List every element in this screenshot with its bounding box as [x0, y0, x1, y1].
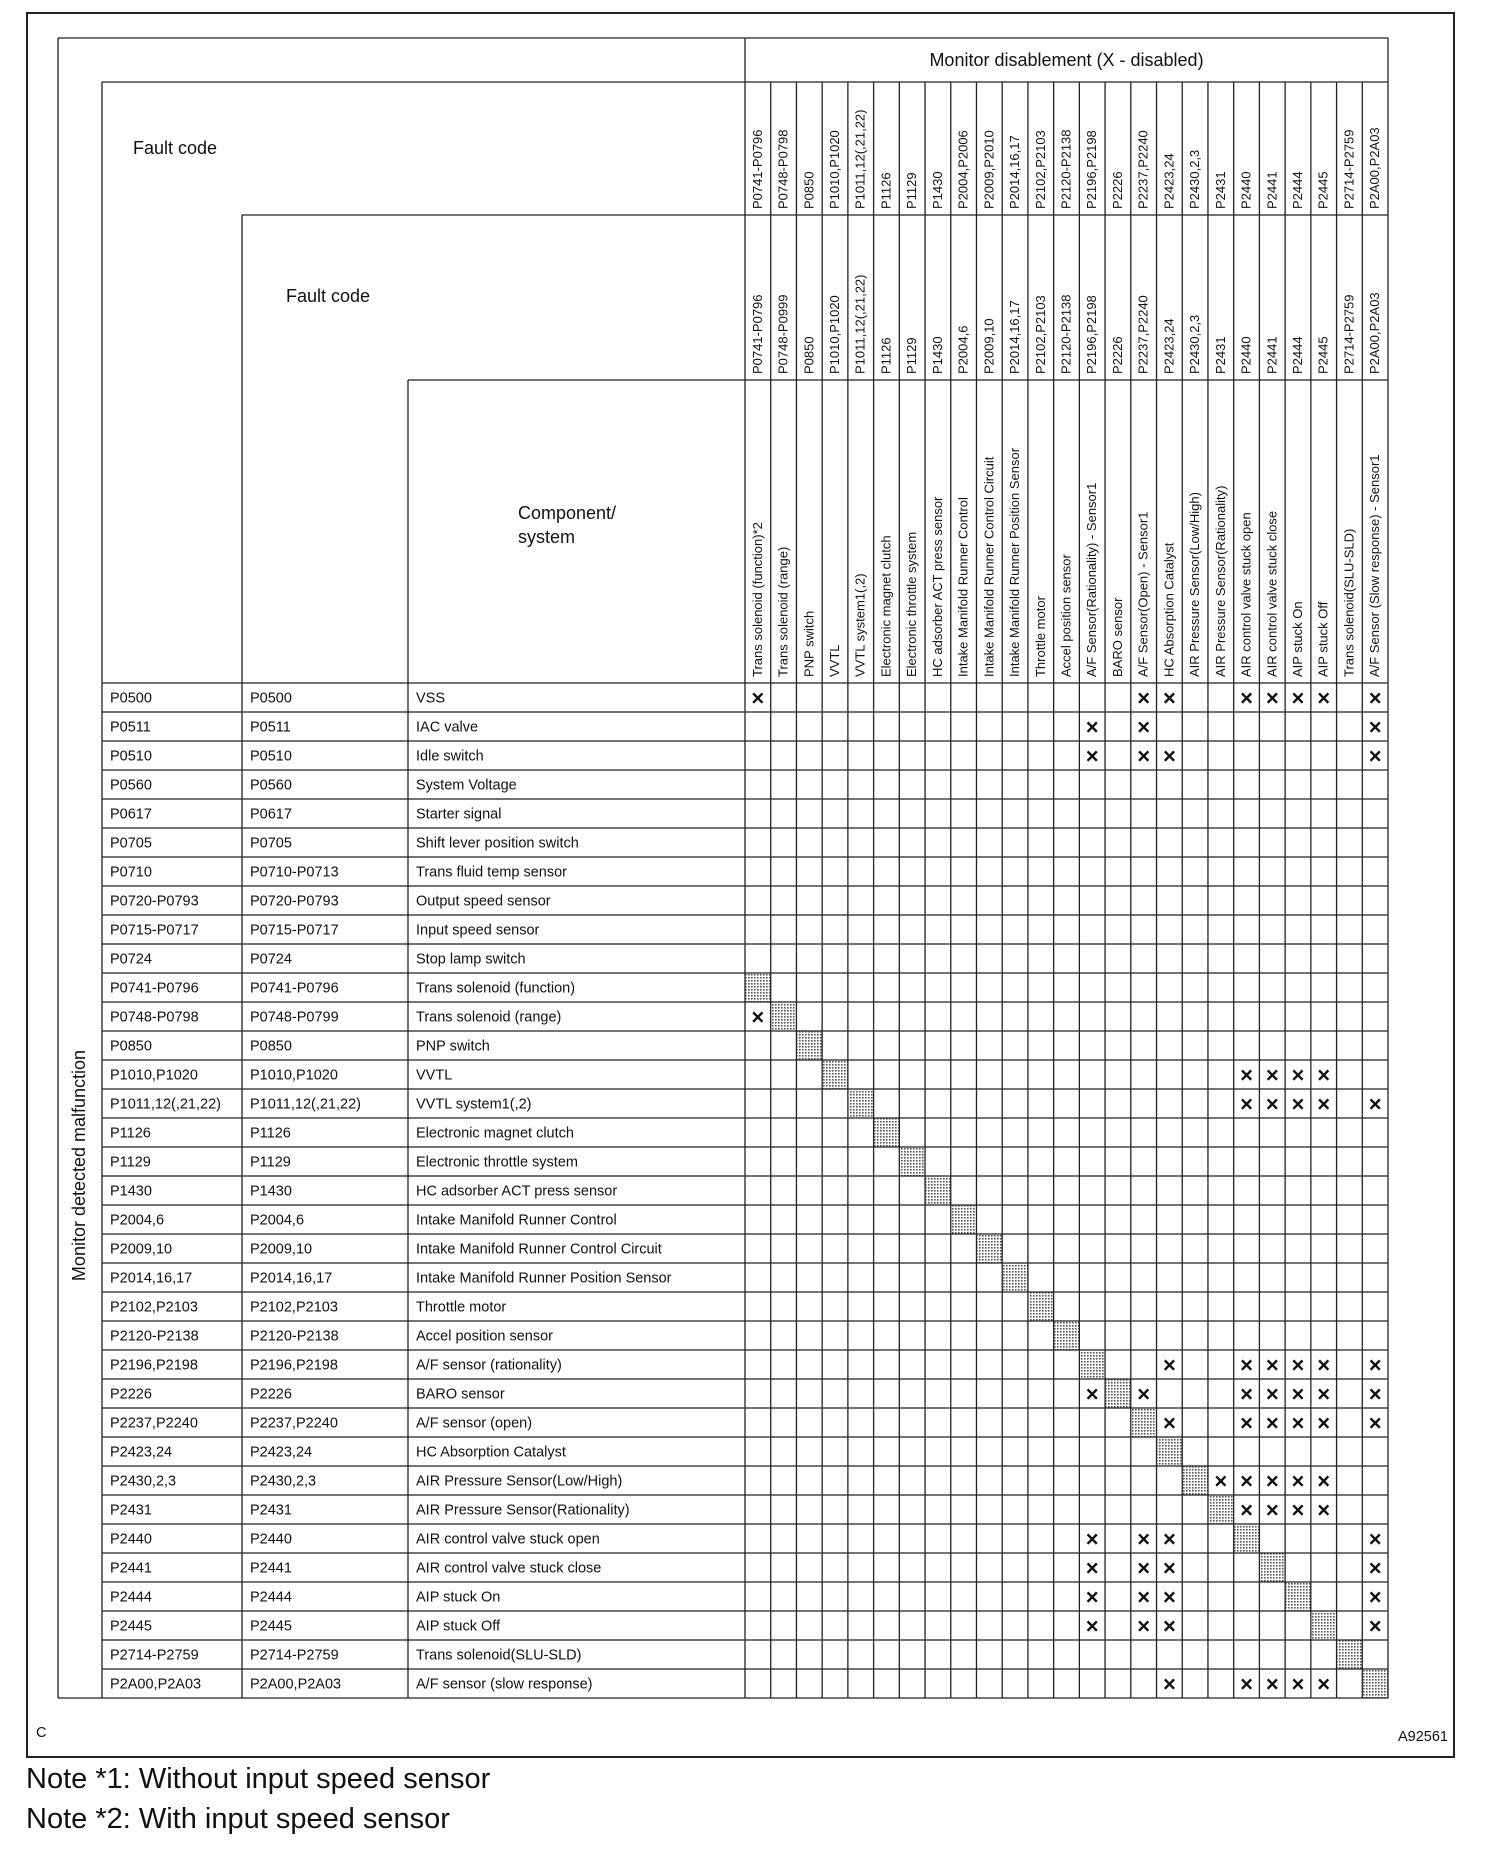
row-component: Idle switch — [416, 748, 484, 765]
disabled-mark: × — [1265, 1468, 1279, 1494]
disabled-mark: × — [1265, 1410, 1279, 1436]
row-fault-code-1: P1011,12(,21,22) — [110, 1096, 221, 1113]
row-fault-code-2: P0510 — [250, 748, 292, 765]
disabled-mark: × — [1240, 1468, 1253, 1494]
column-code-1: P0748-P0798 — [775, 129, 791, 209]
row-fault-code-1: P2444 — [110, 1589, 152, 1606]
column-code-2: P1129 — [904, 337, 920, 374]
column-component-name: AIR Pressure Sensor(Low/High) — [1187, 492, 1203, 677]
shaded-cell — [1157, 1437, 1183, 1466]
column-code-1: P2A00,P2A03 — [1367, 127, 1383, 209]
row-fault-code-1: P2237,P2240 — [110, 1415, 198, 1432]
shaded-cell — [1337, 1640, 1363, 1669]
row-fault-code-1: P0850 — [110, 1038, 152, 1055]
disabled-mark: × — [1265, 1062, 1279, 1088]
row-component: Stop lamp switch — [416, 951, 526, 968]
column-component-name: Intake Manifold Runner Control — [955, 497, 971, 677]
column-code-2: P2431 — [1212, 336, 1228, 374]
column-component-name: A/F Sensor(Open) - Sensor1 — [1135, 511, 1151, 677]
row-fault-code-2: P2444 — [250, 1589, 292, 1606]
disabled-mark: × — [1265, 1352, 1279, 1378]
row-component: Electronic magnet clutch — [416, 1125, 574, 1142]
disabled-mark: × — [1317, 1091, 1331, 1117]
row-component: IAC valve — [416, 719, 479, 736]
disabled-mark: × — [1137, 714, 1151, 740]
column-code-2: P2120-P2138 — [1058, 294, 1074, 374]
shaded-cell — [1079, 1350, 1105, 1379]
row-fault-code-1: P2714-P2759 — [110, 1647, 199, 1664]
disabled-mark: × — [1162, 1410, 1176, 1436]
row-fault-code-2: P0705 — [250, 835, 292, 852]
row-fault-code-2: P1430 — [250, 1183, 292, 1200]
disabled-mark: × — [1291, 1062, 1305, 1088]
disabled-mark: × — [1162, 1671, 1176, 1697]
row-component: A/F sensor (slow response) — [416, 1676, 593, 1693]
row-fault-code-1: P2120-P2138 — [110, 1328, 199, 1345]
row-fault-code-1: P2430,2,3 — [110, 1473, 177, 1490]
row-component: BARO sensor — [416, 1386, 505, 1403]
disabled-mark: × — [1368, 1584, 1382, 1610]
column-code-1: P1011,12(,21,22) — [852, 109, 868, 209]
monitor-disablement-title: Monitor disablement (X - disabled) — [929, 50, 1204, 70]
row-fault-code-1: P0748-P0798 — [110, 1009, 199, 1026]
shaded-cell — [848, 1089, 874, 1118]
row-fault-code-1: P0724 — [110, 951, 152, 968]
disabled-mark: × — [1137, 1526, 1151, 1552]
column-code-1: P2237,P2240 — [1135, 130, 1151, 209]
row-fault-code-1: P2423,24 — [110, 1444, 173, 1461]
row-fault-code-1: P0511 — [110, 719, 151, 736]
shaded-cell — [1208, 1495, 1234, 1524]
column-code-2: P2004,6 — [955, 325, 971, 374]
column-component-name: AIR control valve stuck close — [1264, 510, 1280, 677]
row-fault-code-2: P0748-P0799 — [250, 1009, 339, 1026]
row-component: AIR Pressure Sensor(Low/High) — [416, 1473, 623, 1490]
row-fault-code-2: P1010,P1020 — [250, 1067, 338, 1084]
column-code-1: P2226 — [1109, 171, 1125, 209]
column-code-1: P1010,P1020 — [827, 130, 843, 209]
row-fault-code-2: P2009,10 — [250, 1241, 313, 1258]
column-code-2: P2226 — [1109, 336, 1125, 374]
column-component-name: Trans solenoid (range) — [775, 546, 791, 677]
row-fault-code-2: P2004,6 — [250, 1212, 305, 1229]
row-component: Starter signal — [416, 806, 502, 823]
column-code-1: P2430,2,3 — [1187, 149, 1203, 209]
row-fault-code-1: P2431 — [110, 1502, 152, 1519]
row-component: HC adsorber ACT press sensor — [416, 1183, 618, 1200]
row-component: Trans fluid temp sensor — [416, 864, 567, 881]
column-code-1: P2004,P2006 — [955, 130, 971, 209]
row-fault-code-1: P0560 — [110, 777, 152, 794]
row-fault-code-2: P1011,12(,21,22) — [250, 1096, 361, 1113]
column-code-1: P2444 — [1289, 171, 1305, 209]
shaded-cell — [771, 1002, 797, 1031]
disabled-mark: × — [1240, 1671, 1253, 1697]
disabled-mark: × — [1291, 1091, 1305, 1117]
shaded-cell — [1285, 1582, 1311, 1611]
column-code-1: P2120-P2138 — [1058, 129, 1074, 209]
column-code-2: P1430 — [929, 336, 945, 374]
outer-fault-code-header: Fault code — [133, 138, 218, 158]
row-fault-code-2: P2714-P2759 — [250, 1647, 339, 1664]
row-component: VSS — [416, 690, 446, 707]
disabled-mark: × — [1265, 685, 1279, 711]
disabled-mark: × — [751, 685, 765, 711]
row-fault-code-2: P0741-P0796 — [250, 980, 339, 997]
column-component-name: Accel position sensor — [1058, 554, 1074, 677]
column-code-1: P2102,P2103 — [1032, 130, 1048, 209]
column-component-name: HC Absorption Catalyst — [1161, 542, 1177, 677]
disabled-mark: × — [1291, 1352, 1305, 1378]
row-component: Intake Manifold Runner Control — [416, 1212, 617, 1229]
table-frame — [26, 12, 1455, 1758]
disabled-mark: × — [1137, 1584, 1151, 1610]
disabled-mark: × — [1291, 1468, 1305, 1494]
column-code-1: P2440 — [1238, 171, 1254, 209]
column-code-1: P1126 — [878, 172, 894, 209]
row-fault-code-2: P0850 — [250, 1038, 292, 1055]
disabled-mark: × — [1368, 1613, 1382, 1639]
row-component: AIR control valve stuck close — [416, 1560, 602, 1577]
column-code-2: P2423,24 — [1161, 318, 1177, 374]
column-code-2: P2430,2,3 — [1187, 314, 1203, 374]
row-component: AIR Pressure Sensor(Rationality) — [416, 1502, 630, 1519]
row-fault-code-1: P0720-P0793 — [110, 893, 199, 910]
disabled-mark: × — [1368, 1410, 1382, 1436]
disabled-mark: × — [1368, 1555, 1382, 1581]
shaded-cell — [1234, 1524, 1260, 1553]
disabled-mark: × — [1291, 1410, 1305, 1436]
disabled-mark: × — [1291, 1671, 1305, 1697]
row-component: HC Absorption Catalyst — [416, 1444, 566, 1461]
shaded-cell — [951, 1205, 977, 1234]
row-fault-code-2: P2430,2,3 — [250, 1473, 317, 1490]
shaded-cell — [796, 1031, 822, 1060]
disabled-mark: × — [1368, 1352, 1382, 1378]
row-fault-code-2: P2445 — [250, 1618, 292, 1635]
disabled-mark: × — [1265, 1671, 1279, 1697]
shaded-cell — [1259, 1553, 1285, 1582]
column-component-name: Throttle motor — [1032, 596, 1048, 677]
disabled-mark: × — [1368, 685, 1382, 711]
disabled-mark: × — [1162, 743, 1176, 769]
disabled-mark: × — [1085, 743, 1099, 769]
column-code-1: P2441 — [1264, 171, 1280, 209]
shaded-cell — [822, 1060, 848, 1089]
row-component: AIP stuck Off — [416, 1618, 501, 1635]
row-fault-code-2: P2431 — [250, 1502, 292, 1519]
row-fault-code-2: P1126 — [250, 1125, 291, 1142]
row-fault-code-1: P2014,16,17 — [110, 1270, 193, 1287]
disabled-mark: × — [1368, 1381, 1382, 1407]
row-fault-code-1: P2441 — [110, 1560, 152, 1577]
row-fault-code-2: P0724 — [250, 951, 292, 968]
disabled-mark: × — [1137, 1613, 1151, 1639]
row-fault-code-1: P2226 — [110, 1386, 152, 1403]
disabled-mark: × — [1317, 685, 1331, 711]
column-component-name: Electronic throttle system — [904, 531, 920, 677]
row-fault-code-1: P2196,P2198 — [110, 1357, 198, 1374]
row-fault-code-2: P2441 — [250, 1560, 292, 1577]
column-component-name: A/F Sensor(Rationality) - Sensor1 — [1084, 482, 1100, 677]
row-component: AIR control valve stuck open — [416, 1531, 600, 1548]
disabled-mark: × — [1240, 1381, 1253, 1407]
disabled-mark: × — [1240, 1352, 1253, 1378]
column-component-name: Trans solenoid (function)*2 — [749, 522, 765, 677]
column-code-1: P1129 — [904, 172, 920, 209]
disabled-mark: × — [1317, 1381, 1331, 1407]
disabled-mark: × — [1162, 1584, 1176, 1610]
row-component: Output speed sensor — [416, 893, 551, 910]
row-fault-code-2: P2120-P2138 — [250, 1328, 339, 1345]
row-fault-code-1: P0617 — [110, 806, 152, 823]
row-fault-code-2: P0511 — [250, 719, 291, 736]
shaded-cell — [874, 1118, 900, 1147]
disabled-mark: × — [1085, 1555, 1099, 1581]
disabled-mark: × — [1291, 1381, 1305, 1407]
disabled-mark: × — [1085, 1613, 1099, 1639]
shaded-cell — [1131, 1408, 1157, 1437]
row-fault-code-1: P2004,6 — [110, 1212, 165, 1229]
disabled-mark: × — [1137, 1555, 1151, 1581]
corner-label-left: C — [36, 1725, 47, 1741]
row-fault-code-2: P2440 — [250, 1531, 292, 1548]
row-fault-code-2: P2A00,P2A03 — [250, 1676, 342, 1693]
disabled-mark: × — [1317, 1671, 1331, 1697]
disabled-mark: × — [1368, 743, 1382, 769]
column-code-1: P0850 — [801, 171, 817, 209]
row-fault-code-1: P0715-P0717 — [110, 922, 199, 939]
disabled-mark: × — [1137, 685, 1151, 711]
column-component-name: VVTL system1(,2) — [852, 573, 868, 677]
column-code-2: P1011,12(,21,22) — [852, 274, 868, 374]
column-code-1: P2714-P2759 — [1341, 129, 1357, 209]
disabled-mark: × — [1368, 1526, 1382, 1552]
row-component: A/F sensor (rationality) — [416, 1357, 562, 1374]
disabled-mark: × — [1317, 1497, 1331, 1523]
column-code-1: P1430 — [929, 171, 945, 209]
row-component: Shift lever position switch — [416, 835, 579, 852]
column-code-2: P2714-P2759 — [1341, 294, 1357, 374]
column-code-1: P2423,24 — [1161, 153, 1177, 209]
row-fault-code-1: P1126 — [110, 1125, 151, 1142]
disabled-mark: × — [1162, 1555, 1176, 1581]
shaded-cell — [976, 1234, 1002, 1263]
row-component: Trans solenoid (range) — [416, 1009, 562, 1026]
disabled-mark: × — [1137, 743, 1151, 769]
column-code-2: P2444 — [1289, 336, 1305, 374]
column-component-name: AIR Pressure Sensor(Rationality) — [1212, 485, 1228, 677]
row-component: AIP stuck On — [416, 1589, 501, 1606]
row-component: A/F sensor (open) — [416, 1415, 533, 1432]
row-fault-code-1: P1430 — [110, 1183, 152, 1200]
disabled-mark: × — [1317, 1468, 1331, 1494]
column-code-1: P0741-P0796 — [749, 129, 765, 209]
shaded-cell — [1362, 1669, 1388, 1698]
row-component: Intake Manifold Runner Position Sensor — [416, 1270, 672, 1287]
shaded-cell — [1182, 1466, 1208, 1495]
disabled-mark: × — [1162, 1613, 1176, 1639]
row-component: Input speed sensor — [416, 922, 540, 939]
column-code-2: P0748-P0999 — [775, 294, 791, 374]
shaded-cell — [1105, 1379, 1131, 1408]
disabled-mark: × — [1368, 1091, 1382, 1117]
disabled-mark: × — [1162, 1526, 1176, 1552]
disabled-mark: × — [1291, 1497, 1305, 1523]
disabled-mark: × — [1240, 1091, 1253, 1117]
row-fault-code-2: P2102,P2103 — [250, 1299, 338, 1316]
disabled-mark: × — [1368, 714, 1382, 740]
column-code-2: P1126 — [878, 337, 894, 374]
row-fault-code-2: P0500 — [250, 690, 292, 707]
column-code-1: P2196,P2198 — [1084, 130, 1100, 209]
row-fault-code-1: P0741-P0796 — [110, 980, 199, 997]
column-code-2: P2441 — [1264, 336, 1280, 374]
disabled-mark: × — [1137, 1381, 1151, 1407]
column-component-name: AIR control valve stuck open — [1238, 512, 1254, 677]
component-header-line1: Component/ — [518, 503, 617, 523]
shaded-cell — [745, 973, 771, 1002]
component-header-line2: system — [518, 527, 576, 547]
column-component-name: AIP stuck On — [1289, 601, 1305, 677]
row-component: System Voltage — [416, 777, 517, 794]
row-fault-code-2: P1129 — [250, 1154, 291, 1171]
row-component: Intake Manifold Runner Control Circuit — [416, 1241, 662, 1258]
row-fault-code-2: P0715-P0717 — [250, 922, 339, 939]
row-fault-code-2: P2014,16,17 — [250, 1270, 333, 1287]
row-fault-code-1: P2A00,P2A03 — [110, 1676, 202, 1693]
inner-fault-code-header: Fault code — [286, 286, 371, 306]
column-code-2: P2445 — [1315, 336, 1331, 374]
column-component-name: Intake Manifold Runner Control Circuit — [981, 456, 997, 677]
shaded-cell — [1028, 1292, 1054, 1321]
column-code-1: P2445 — [1315, 171, 1331, 209]
column-code-2: P0741-P0796 — [749, 294, 765, 374]
disabled-mark: × — [1265, 1497, 1279, 1523]
disabled-mark: × — [1085, 1381, 1099, 1407]
disabled-mark: × — [1317, 1062, 1331, 1088]
disabled-mark: × — [1240, 1062, 1253, 1088]
side-label: Monitor detected malfunction — [69, 1049, 89, 1282]
disabled-mark: × — [1265, 1091, 1279, 1117]
disabled-mark: × — [1214, 1468, 1228, 1494]
row-fault-code-1: P0705 — [110, 835, 152, 852]
column-code-2: P2196,P2198 — [1084, 295, 1100, 374]
row-component: VVTL — [416, 1067, 453, 1084]
column-component-name: Intake Manifold Runner Position Sensor — [1007, 447, 1023, 677]
shaded-cell — [899, 1147, 925, 1176]
row-component: Trans solenoid (function) — [416, 980, 576, 997]
column-code-2: P2237,P2240 — [1135, 295, 1151, 374]
column-code-1: P2014,16,17 — [1007, 135, 1023, 209]
column-component-name: BARO sensor — [1109, 597, 1125, 677]
row-fault-code-2: P0720-P0793 — [250, 893, 339, 910]
column-code-1: P2431 — [1212, 171, 1228, 209]
column-component-name: Trans solenoid(SLU-SLD) — [1341, 528, 1357, 677]
disabled-mark: × — [1265, 1381, 1279, 1407]
row-fault-code-1: P2009,10 — [110, 1241, 173, 1258]
row-fault-code-1: P0510 — [110, 748, 152, 765]
row-fault-code-2: P0617 — [250, 806, 292, 823]
column-component-name: Electronic magnet clutch — [878, 535, 894, 677]
row-fault-code-2: P2423,24 — [250, 1444, 313, 1461]
note-2: Note *2: With input speed sensor — [26, 1803, 450, 1835]
row-fault-code-1: P2102,P2103 — [110, 1299, 198, 1316]
column-code-2: P2014,16,17 — [1007, 300, 1023, 374]
disabled-mark: × — [1317, 1352, 1331, 1378]
column-component-name: HC adsorber ACT press sensor — [929, 496, 945, 677]
column-code-1: P2009,P2010 — [981, 130, 997, 209]
disabled-mark: × — [1085, 714, 1099, 740]
disabled-mark: × — [1085, 1584, 1099, 1610]
disabled-mark: × — [1240, 1497, 1253, 1523]
disabled-mark: × — [1240, 1410, 1253, 1436]
disabled-mark: × — [1291, 685, 1305, 711]
row-component: Accel position sensor — [416, 1328, 554, 1345]
disabled-mark: × — [1085, 1526, 1099, 1552]
row-fault-code-1: P1010,P1020 — [110, 1067, 198, 1084]
row-fault-code-1: P1129 — [110, 1154, 151, 1171]
column-component-name: AIP stuck Off — [1315, 601, 1331, 677]
shaded-cell — [925, 1176, 951, 1205]
row-fault-code-2: P0710-P0713 — [250, 864, 339, 881]
column-code-2: P2440 — [1238, 336, 1254, 374]
row-fault-code-1: P2440 — [110, 1531, 152, 1548]
column-component-name: A/F Sensor (Slow response) - Sensor1 — [1367, 454, 1383, 677]
row-fault-code-1: P2445 — [110, 1618, 152, 1635]
column-code-2: P1010,P1020 — [827, 295, 843, 374]
row-component: Electronic throttle system — [416, 1154, 578, 1171]
row-fault-code-2: P2226 — [250, 1386, 292, 1403]
monitor-disablement-table — [28, 14, 1457, 1760]
column-component-name: VVTL — [827, 644, 843, 677]
column-code-2: P2102,P2103 — [1032, 295, 1048, 374]
column-code-2: P2009,10 — [981, 318, 997, 374]
disabled-mark: × — [751, 1004, 765, 1030]
row-fault-code-2: P0560 — [250, 777, 292, 794]
figure-id: A92561 — [1398, 1729, 1448, 1745]
row-fault-code-1: P0500 — [110, 690, 152, 707]
shaded-cell — [1002, 1263, 1028, 1292]
disabled-mark: × — [1162, 685, 1176, 711]
row-component: PNP switch — [416, 1038, 490, 1055]
row-fault-code-1: P0710 — [110, 864, 152, 881]
disabled-mark: × — [1162, 1352, 1176, 1378]
column-code-2: P2A00,P2A03 — [1367, 292, 1383, 374]
note-1: Note *1: Without input speed sensor — [26, 1763, 491, 1795]
column-code-2: P0850 — [801, 336, 817, 374]
row-component: VVTL system1(,2) — [416, 1096, 532, 1113]
shaded-cell — [1054, 1321, 1080, 1350]
disabled-mark: × — [1317, 1410, 1331, 1436]
disabled-mark: × — [1240, 685, 1253, 711]
row-component: Trans solenoid(SLU-SLD) — [416, 1647, 582, 1664]
column-component-name: PNP switch — [801, 610, 817, 677]
row-component: Throttle motor — [416, 1299, 507, 1316]
row-fault-code-2: P2237,P2240 — [250, 1415, 338, 1432]
row-fault-code-2: P2196,P2198 — [250, 1357, 338, 1374]
shaded-cell — [1311, 1611, 1337, 1640]
